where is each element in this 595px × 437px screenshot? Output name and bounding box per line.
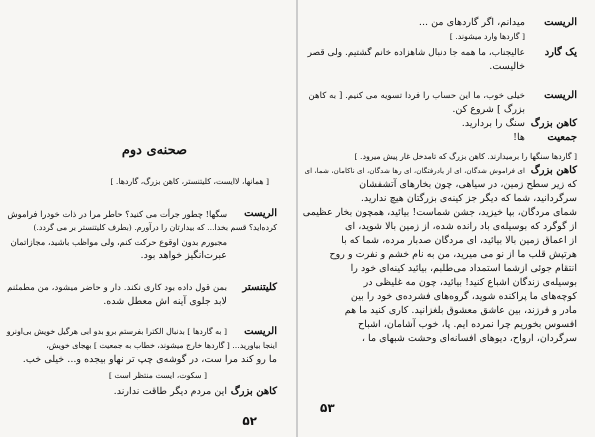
- speech-line: ای فراموش شدگان، ای از یادرفتگان، ای رها شدگان، ای ناکامان، شما، ای: [304, 166, 525, 175]
- stage-direction: [ سکوت، ایست منتظر است ]: [108, 371, 207, 380]
- speech-line: مادر و فرزند، بین عاشق معشوق بلغزانید. کاری کنید ما هم: [344, 305, 577, 316]
- speech-line: انتقام جوئی ازشما استمداد می‌طلبم، بیائید کینه‌ای خود را: [350, 263, 577, 274]
- scene-heading: صحنه‌ی دوم: [121, 143, 187, 158]
- speech-line: عبرت‌انگیز خواهد بود.: [140, 250, 227, 261]
- speech-line: کوچه‌های ما پراکنده شوید، گروه‌های فشرده‌ی خود را بین: [350, 291, 577, 302]
- speech-line: این مردم دیگر طاقت ندارند.: [113, 386, 227, 397]
- speaker-label: کاهن بزرگ: [530, 118, 577, 129]
- speaker-label: کلیتنستر: [242, 282, 277, 293]
- speech-line: سرگردان، ارواح، دیوهای افسانه‌ای وحشت شبهای ما ،: [361, 333, 577, 344]
- speaker-label: الریست: [544, 90, 577, 101]
- speech-line: عالیجناب، ما همه جا دنبال شاهزاده خانم گشتیم. ولی قصر: [307, 48, 525, 58]
- speaker-label: الریست: [244, 326, 277, 337]
- stage-direction: [ گاردها وارد میشوند. ]: [449, 32, 525, 41]
- page-number: ۵۳: [320, 401, 335, 415]
- speaker-label: الریست: [244, 208, 277, 219]
- speaker-label: کاهن بزرگ: [230, 386, 277, 397]
- speech-line: از اعماق زمین بالا بیائید، ای مردگان صدبار مرده، شما که با: [341, 235, 577, 246]
- left-page: [0, 0, 297, 437]
- right-page: [298, 0, 595, 437]
- speech-line: اینجا بیاورید... [ گاردها خارج میشوند، خطاب به جمعیت ] بهجای خویش،: [46, 341, 277, 350]
- speech-line: بزرگ ] شروع کن.: [452, 104, 525, 115]
- page-number: ۵۲: [242, 414, 257, 428]
- speech-line: سگها! چطور جرأت می کنید؟ حاطر مرا در ذات خودرا فراموش: [7, 209, 227, 219]
- speech-line: هرتپش قلب ما از نو می میرید، من به نام خشم و نفرت و روح: [329, 249, 577, 260]
- stage-direction: [ همانها، لاایست، کلیتنستر، کاهن بزرگ، گاردها. ]: [110, 177, 269, 186]
- speech-line: کرده‌اید؟ قسم بخدا... که بیدارتان را درآورم. (بطرف کلیتنستر بر می گردد.): [33, 223, 277, 232]
- speech-line: ما رو کند مرا ست، در گوشه‌ی چپ تر نهاو بیجده و... خیلی خب.: [22, 354, 277, 365]
- speech-line: بوسیله‌ی زندگان اشباع کنید! بیائید، چون مه غلیظی در: [363, 277, 577, 288]
- speaker-label: کاهن بزرگ: [530, 165, 577, 176]
- speech-line: میدانم، اگر گاردهای من ...: [418, 17, 525, 28]
- speech-line: افسوس بخوریم چرا نمرده ایم. پا، خوب آشامان، اشباح: [357, 319, 577, 330]
- speech-line: شمای مردگان، بپا خیزید، جشن شماست! بیائید، همچون بخار عظیمی: [302, 207, 577, 218]
- speech-line: که زیر سطح زمین، در سیاهی، چون بخارهای آتشفشان: [359, 179, 577, 190]
- speech-line: خیلی خوب، ما این حساب را فردا تسویه می کنیم. [ به کاهن: [308, 91, 525, 101]
- speech-line: خالیست.: [489, 61, 525, 72]
- speaker-label: الریست: [544, 17, 577, 28]
- speech-line: بمن قول داده بود کاری نکند. دار و حاضر میشود، من مطمئنم: [7, 283, 227, 293]
- speech-line: لابد جلوی آینه اش معطل شده.: [103, 296, 227, 307]
- stage-direction: [ گاردها سنگها را برمیدارند. کاهن بزرگ که تامدخل غار پیش میرود. ]: [354, 152, 577, 161]
- speech-line: سنگ را بردارید.: [461, 118, 525, 129]
- speech-line: ها!: [513, 132, 525, 143]
- speech-line: سرگردانید، شما که دیگر جز کینه‌ی بزرگتان هیچ ندارید.: [360, 193, 577, 204]
- speaker-label: جمعیت: [547, 132, 577, 143]
- speech-line: [ به گاردها ] بدنبال الکترا بفرستم برو بدو ابی هرگیل خویش بی‌اونرو: [6, 327, 227, 336]
- speaker-label: یک گارد: [544, 47, 577, 58]
- speech-line: مجبورم بدون اوقوع حرکت کنم، ولی مواظب باشید، مجازاتمان: [10, 237, 227, 247]
- speech-line: از گوگرد که بوسیله‌ی باد رانده شده، از زمین بالا شوید، ای: [345, 221, 577, 232]
